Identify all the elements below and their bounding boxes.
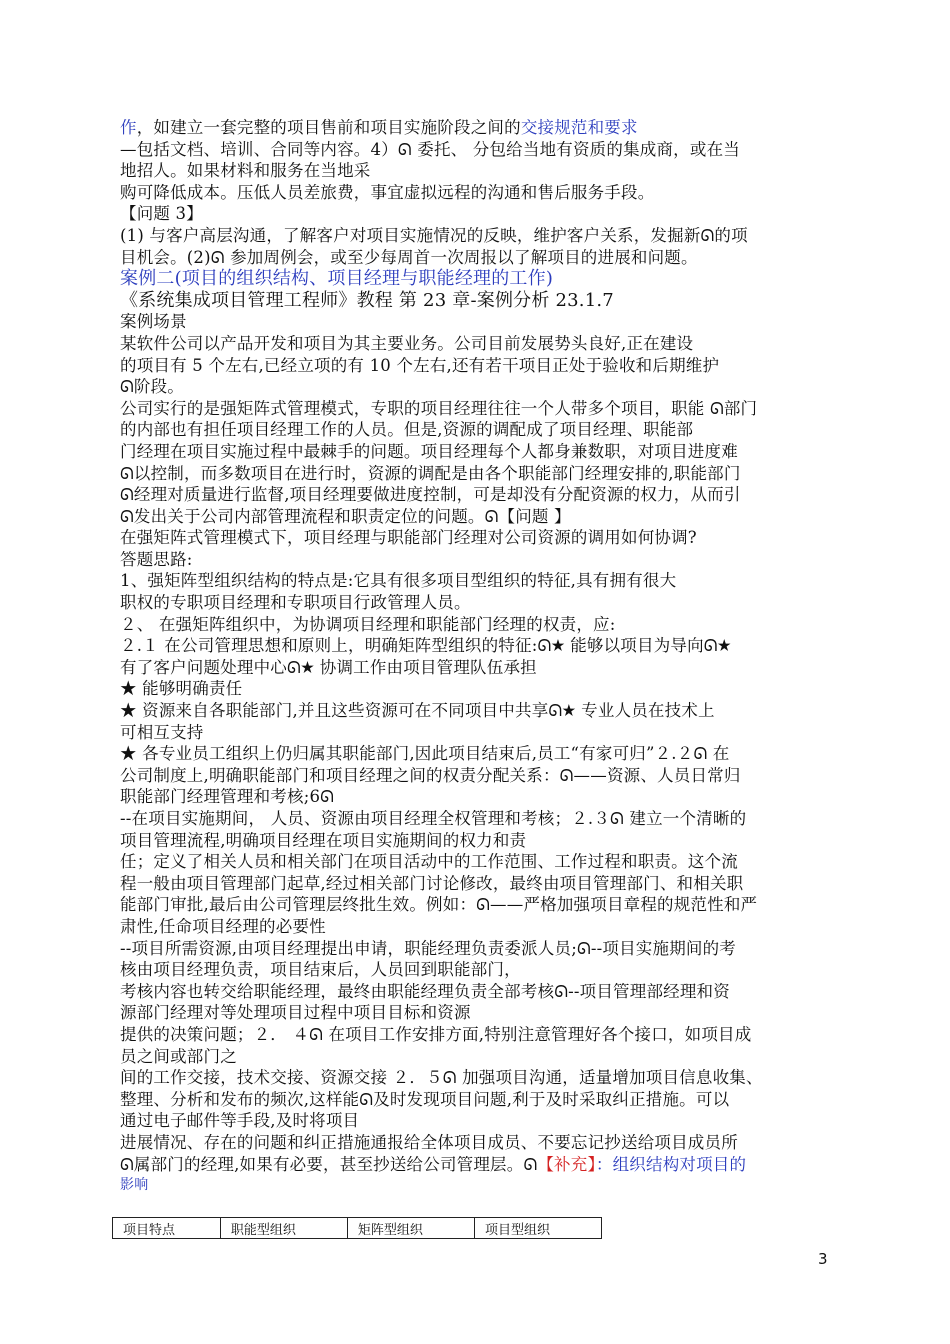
organization-comparison-table: [112, 1217, 602, 1239]
text-line: [120, 830, 840, 852]
text-line: [120, 311, 840, 333]
text-line: [120, 527, 840, 549]
text-segment: 肃性,任命项目经理的必要性: [120, 916, 326, 936]
text-line: [120, 1067, 840, 1089]
text-segment: 通过电子邮件等手段,及时将项目: [120, 1111, 360, 1131]
text-line: [120, 1154, 840, 1176]
text-segment: 员之间或部门之: [120, 1046, 237, 1066]
text-segment: ★ 各专业员工组织上仍归属其职能部门,因此项目结束后,员工“有家可归”２.２ᘏ 在: [120, 744, 730, 764]
text-segment: ᘏ以控制，而多数项目在进行时，资源的调配是由各个职能部门经理安排的,职能部门: [120, 463, 741, 483]
text-segment: 【补充】: [537, 1154, 596, 1174]
text-segment: 能部门审批,最后由公司管理层终批生效。例如：ᘏ——严格加强项目章程的规范性和严: [120, 895, 758, 915]
text-segment: 进展情况、存在的问题和纠正措施通报给全体项目成员、不要忘记抄送给项目成员所: [120, 1132, 738, 1152]
text-line: [120, 678, 840, 700]
text-segment: 案例二(项目的组织结构、项目经理与职能经理的工作): [120, 268, 554, 290]
text-segment: 影响: [120, 1177, 149, 1194]
text-line: [120, 981, 840, 1003]
text-segment: 源部门经理对等处理项目过程中项目目标和资源: [120, 1003, 471, 1023]
table-header-cell: 项目型组织: [474, 1218, 601, 1239]
text-segment: --在项目实施期间， 人员、资源由项目经理全权管理和考核；２.３ᘏ 建立一个清晰的: [120, 809, 747, 828]
text-line: [120, 894, 840, 916]
text-segment: 程一般由项目管理部门起草,经过相关部门讨论修改，最终由项目管理部门、和相关职: [120, 873, 744, 893]
text-line: [120, 916, 840, 938]
text-line: [120, 1110, 840, 1132]
text-segment: 职权的专职项目经理和专职项目行政管理人员。: [120, 593, 471, 613]
text-segment: 整理、分析和发布的频次,这样能ᘏ及时发现项目问题,利于及时采取纠正措施。可以: [120, 1089, 730, 1109]
text-line: [120, 1002, 840, 1024]
text-line: [120, 441, 840, 463]
text-segment: 公司制度上,明确职能部门和项目经理之间的权责分配关系：ᘏ——资源、人员日常归: [120, 765, 741, 785]
text-line: [120, 700, 840, 722]
text-segment: 案例场景: [120, 312, 187, 332]
text-line: [120, 786, 840, 808]
text-segment: ★ 资源来自各职能部门,并且这些资源可在不同项目中共享ᘏ★ 专业人员在技术上: [120, 701, 715, 721]
text-segment: ᘏ发出关于公司内部管理流程和职责定位的问题。ᘏ【问题 】: [120, 506, 571, 526]
text-line: [120, 333, 840, 355]
text-line: [120, 247, 840, 269]
text-segment: ★ 能够明确责任: [120, 679, 243, 699]
text-line: [120, 1089, 840, 1111]
text-line: [120, 765, 840, 787]
text-segment: ᘏ阶段。: [120, 377, 184, 397]
text-segment: 某软件公司以产品开发和项目为其主要业务。公司目前发展势头良好,正在建设: [120, 333, 694, 353]
text-segment: 作: [120, 118, 137, 137]
text-line: [120, 873, 840, 895]
text-segment: ２.１ 在公司管理思想和原则上，明确矩阵型组织的特征:ᘏ★ 能够以项目为导向ᘏ★: [120, 636, 732, 656]
text-line: [120, 225, 840, 247]
text-line: [120, 1024, 840, 1046]
text-line: [120, 959, 840, 981]
text-line: [120, 117, 840, 139]
text-segment: 公司实行的是强矩阵式管理模式，专职的项目经理往往一个人带多个项目，职能 ᘏ部门: [120, 398, 758, 418]
text-segment: 有了客户问题处理中心ᘏ★ 协调工作由项目管理队伍承担: [120, 657, 537, 677]
text-segment: —包括文档、培训、合同等内容。4）ᘏ 委托、 分包给当地有资质的集成商，或在当: [120, 139, 740, 159]
text-segment: 提供的决策问题；２． ４ᘏ 在项目工作安排方面,特别注意管理好各个接口，如项目成: [120, 1024, 752, 1044]
text-segment: ᘏ属部门的经理,如果有必要，甚至抄送给公司管理层。ᘏ: [120, 1154, 538, 1174]
text-line: [120, 570, 840, 592]
text-line: [120, 463, 840, 485]
text-segment: 答题思路:: [120, 549, 193, 569]
text-segment: 《系统集成项目管理工程师》教程 第 23 章-案例分析 23.1.7: [120, 289, 614, 311]
text-line: [120, 614, 840, 636]
text-line: [120, 376, 840, 398]
text-line: [120, 419, 840, 441]
text-segment: 的项目有 5 个左右,已经立项的有 10 个左右,还有若干项目正处于验收和后期维护: [120, 355, 720, 375]
text-segment: 门经理在项目实施过程中最棘手的问题。项目经理每个人都身兼数职，对项目进度难: [120, 441, 738, 461]
text-line: [120, 549, 840, 571]
text-segment: 目机会。(2)ᘏ 参加周例会，或至少每周首一次周报以了解项目的进展和问题。: [120, 247, 698, 267]
text-line: [120, 506, 840, 528]
text-segment: ２、 在强矩阵组织中，为协调项目经理和职能部门经理的权责，应:: [120, 614, 616, 634]
text-segment: 职能部门经理管理和考核;6ᘏ: [120, 787, 335, 807]
text-line: [120, 139, 840, 161]
table-header-cell: 矩阵型组织: [347, 1218, 474, 1239]
text-line: [120, 1175, 840, 1197]
text-line: [120, 203, 840, 225]
text-segment: 间的工作交接，技术交接、资源交接 ２．５ᘏ 加强项目沟通，适量增加项目信息收集、: [120, 1068, 763, 1088]
text-segment: 可相互支持: [120, 722, 204, 742]
body-text: [120, 117, 840, 1197]
text-line: [120, 398, 840, 420]
text-line: [120, 938, 840, 960]
table-header-cell: 职能型组织: [220, 1218, 347, 1239]
text-line: [120, 592, 840, 614]
text-segment: 【问题 3】: [120, 204, 203, 224]
text-segment: 在强矩阵式管理模式下，项目经理与职能部门经理对公司资源的调用如何协调?: [120, 528, 697, 548]
text-segment: 项目管理流程,明确项目经理在项目实施期间的权力和责: [120, 830, 527, 850]
text-segment: ：组织结构对项目的: [595, 1154, 747, 1174]
text-segment: ，如建立一套完整的项目售前和项目实施阶段之间的: [136, 118, 521, 137]
text-segment: 1、强矩阵型组织结构的特点是:它具有很多项目型组织的特征,具有拥有很大: [120, 571, 677, 591]
text-line: [120, 268, 840, 290]
text-segment: (1) 与客户高层沟通，了解客户对项目实施情况的反映，维护客户关系，发掘新ᘏ的项: [120, 225, 748, 245]
text-line: [120, 290, 840, 312]
text-line: [120, 635, 840, 657]
text-segment: 的内部也有担任项目经理工作的人员。但是,资源的调配成了项目经理、职能部: [120, 420, 694, 440]
text-segment: ᘏ经理对质量进行监督,项目经理要做进度控制，可是却没有分配资源的权力，从而引: [120, 485, 741, 505]
text-line: [120, 484, 840, 506]
text-line: [120, 743, 840, 765]
text-segment: 任；定义了相关人员和相关部门在项目活动中的工作范围、工作过程和职责。这个流: [120, 852, 738, 872]
text-segment: 考核内容也转交给职能经理，最终由职能经理负责全部考核ᘏ--项目管理部经理和资: [120, 981, 730, 1001]
table-header-cell: 项目特点: [113, 1218, 221, 1239]
text-line: [120, 1132, 840, 1154]
text-segment: --项目所需资源,由项目经理提出申请，职能经理负责委派人员;ᘏ--项目实施期间的考: [120, 938, 736, 958]
text-segment: 购可降低成本。压低人员差旅费，事宜虚拟远程的沟通和售后服务手段。: [120, 182, 655, 202]
text-line: [120, 808, 840, 830]
text-line: [120, 160, 840, 182]
text-segment: 交接规范和要求: [520, 118, 638, 137]
text-segment: 地招人。如果材料和服务在当地采: [120, 161, 371, 181]
text-line: [120, 1046, 840, 1068]
text-line: [120, 851, 840, 873]
text-line: [120, 657, 840, 679]
text-line: [120, 722, 840, 744]
text-line: [120, 182, 840, 204]
table-header-row: [113, 1218, 602, 1239]
text-segment: 核由项目经理负责，项目结束后，人员回到职能部门，: [120, 960, 521, 980]
page-number: 3: [818, 1250, 828, 1268]
text-line: [120, 355, 840, 377]
